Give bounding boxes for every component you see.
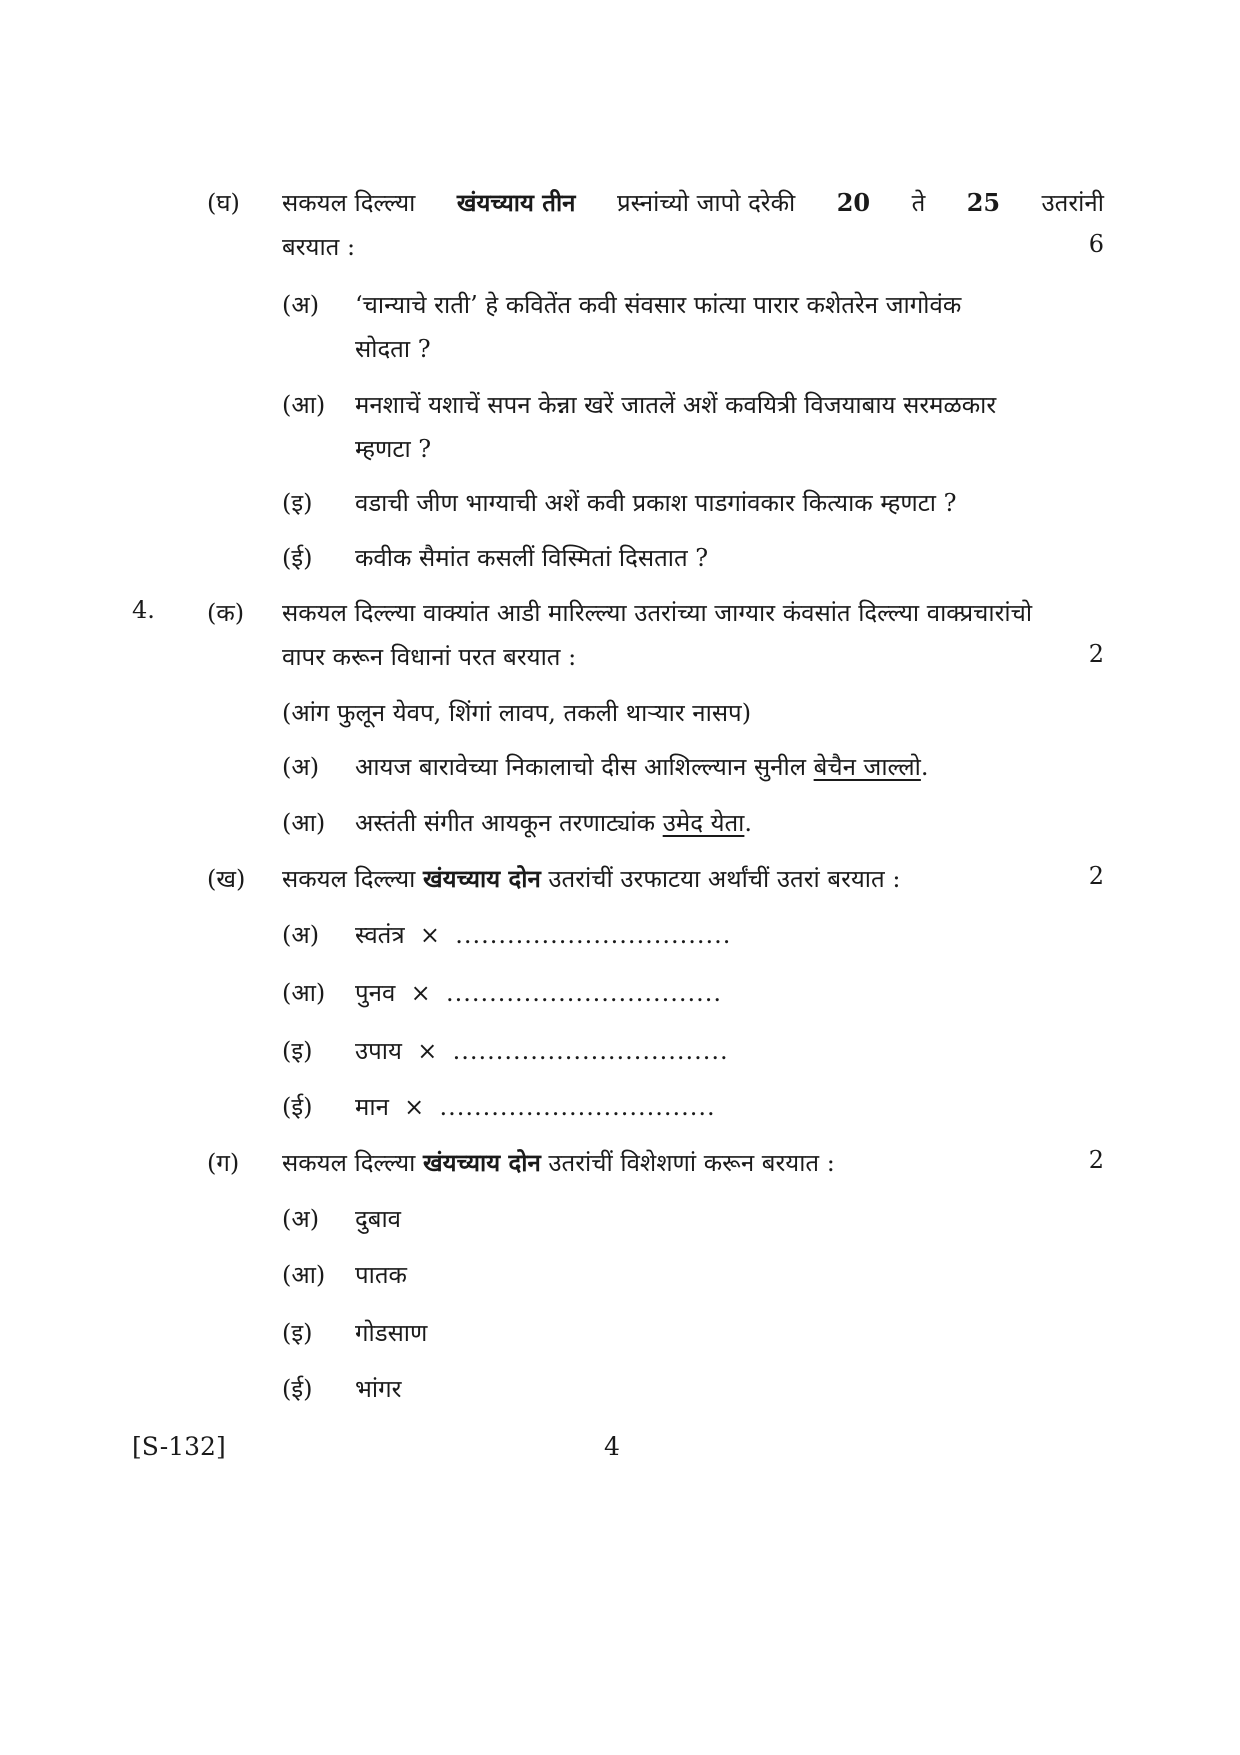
item-text: दुबाव [355,1205,402,1233]
question-text-line: सकयल दिल्ल्या खंयच्याय दोन उतरांचीं विशेशणां करून बरयात : [282,1148,835,1177]
item-label: (अ) [282,921,320,949]
item-text: भांगर [355,1375,402,1403]
options-list: (आंग फुलून येवप, शिंगां लावप, तकली थाऱ्यार नासप) [282,699,752,727]
item-label: (ई) [282,1093,313,1121]
item-text: मनशाचें यशाचें सपन केन्ना खरें जातलें अशें कवयित्री विजयाबाय सरमळकार [355,391,997,419]
marks: 2 [1088,1146,1104,1174]
item-text: सोदता ? [355,335,431,363]
question-text-line: सकयल दिल्ल्या वाक्यांत आडी मारिल्ल्या उतरांच्या जाग्यार कंवसांत दिल्ल्या वाक्प्रचारांचो [282,599,1033,627]
item-text: ‘चान्याचे राती’ हे कवितेंत कवी संवसार फांत्या पारार कशेतरेन जागोवंक [355,291,962,319]
item-text: अस्तंती संगीत आयकून तरणाट्यांक उमेद येता. [355,809,753,837]
marks: 2 [1088,862,1104,890]
item-label: (इ) [282,489,313,517]
item-label: (ई) [282,1375,313,1403]
item-text: वडाची जीण भाग्याची अशें कवी प्रकाश पाडगांवकार कित्याक म्हणटा ? [355,489,957,517]
item-text: स्वतंत्र × ................................ [355,921,732,949]
question-text-line: बरयात : [282,233,356,261]
marks: 2 [1088,640,1104,668]
item-text: गोडसाण [355,1319,428,1347]
item-label: (अ) [282,291,320,319]
question-text-line: वापर करून विधानां परत बरयात : [282,643,577,671]
item-label: (अ) [282,1205,320,1233]
item-label: (आ) [282,1261,326,1289]
marks: 6 [1088,230,1104,258]
question-label: (क) [207,599,245,627]
item-label: (आ) [282,979,326,1007]
item-text: पुनव × ................................ [355,979,723,1007]
item-text: उपाय × ................................ [355,1037,729,1065]
page-number: 4 [604,1432,620,1461]
item-label: (इ) [282,1319,313,1347]
question-label: (घ) [207,189,240,217]
question-label: (ग) [207,1149,240,1177]
item-text: कवीक सैमांत कसलीं विस्मितां दिसतात ? [355,544,709,572]
item-label: (अ) [282,753,320,781]
item-label: (ई) [282,544,313,572]
item-text: मान × ................................ [355,1093,716,1121]
item-text: म्हणटा ? [355,435,432,463]
paper-code: [S-132] [132,1432,226,1461]
item-text: आयज बारावेच्या निकालाचो दीस आशिल्ल्यान सुनील बेचैन जाल्लो. [355,753,929,781]
item-label: (आ) [282,809,326,837]
item-text: पातक [355,1261,407,1289]
item-label: (आ) [282,391,326,419]
question-number: 4. [132,596,155,624]
question-label: (ख) [207,865,246,893]
question-text-line: सकयल दिल्ल्या खंयच्याय दोन उतरांचीं उरफाटया अर्थांचीं उतरां बरयात : [282,864,901,893]
item-label: (इ) [282,1037,313,1065]
question-text-line: सकयल दिल्ल्या खंयच्याय तीन प्रस्नांच्यो जापो दरेकी 20 ते 25 उतरांनी [282,188,1104,217]
